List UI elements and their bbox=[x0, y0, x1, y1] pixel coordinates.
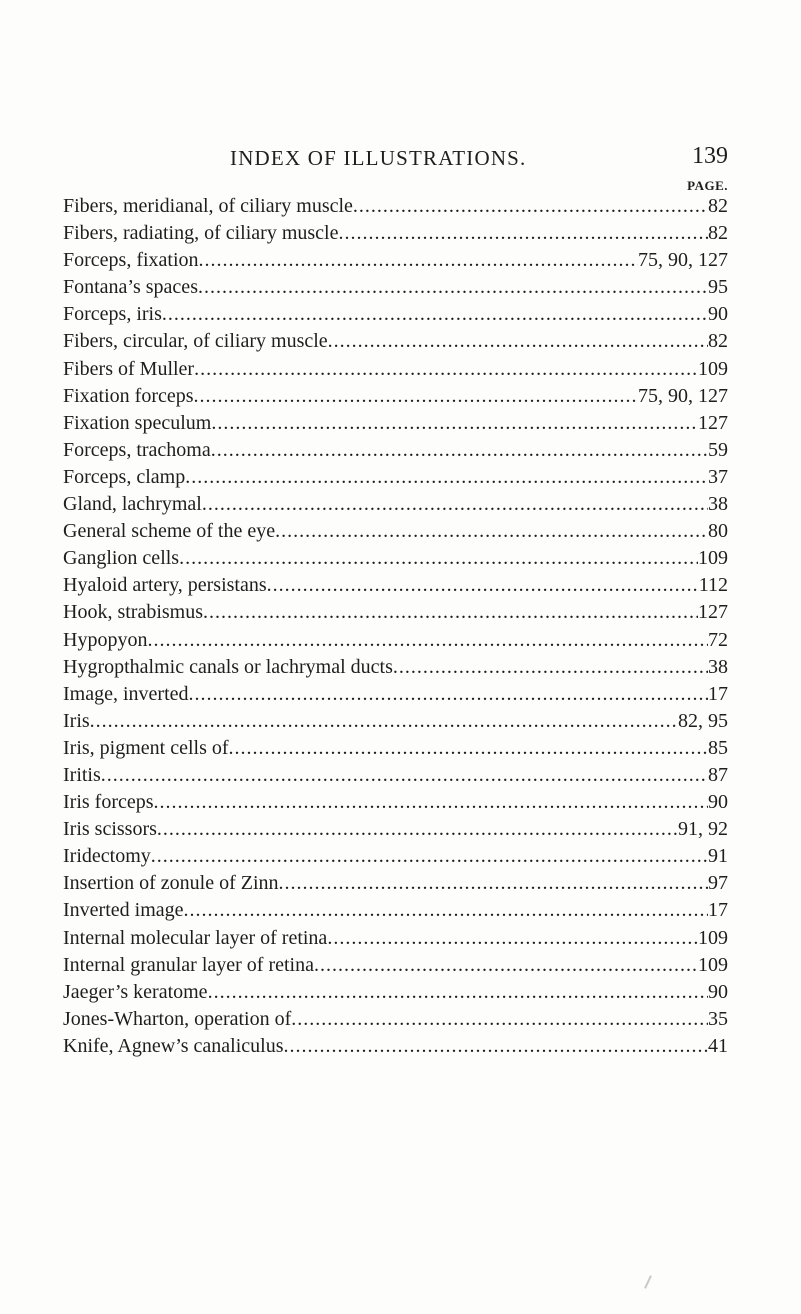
index-entry bbox=[63, 979, 728, 1006]
index-entry bbox=[63, 274, 728, 301]
index-entry-pages: 82, 95 bbox=[678, 709, 728, 732]
index-entry-term: Jones-Wharton, operation of bbox=[63, 1007, 292, 1030]
dot-leader bbox=[328, 328, 708, 355]
dot-leader bbox=[194, 356, 698, 383]
dot-leader bbox=[229, 735, 708, 762]
index-entry bbox=[63, 1006, 728, 1033]
index-entry-pages: 17 bbox=[708, 899, 728, 922]
dot-leader bbox=[284, 1033, 709, 1060]
dot-leader bbox=[147, 627, 708, 654]
index-entry-pages: 109 bbox=[698, 926, 728, 949]
index-entry bbox=[63, 410, 728, 437]
index-entry bbox=[63, 491, 728, 518]
index-entry-term: Hygropthalmic canals or lachrymal ducts bbox=[63, 655, 393, 678]
index-entry bbox=[63, 572, 728, 599]
index-entry-pages: 75, 90, 127 bbox=[638, 249, 728, 272]
index-entry-pages: 127 bbox=[698, 601, 728, 624]
index-entry-pages: 80 bbox=[708, 520, 728, 543]
index-entry-term: Image, inverted bbox=[63, 682, 189, 705]
index-entry-term: Inverted image bbox=[63, 899, 184, 922]
index-entry-term: Hypopyon bbox=[63, 628, 148, 651]
index-entry bbox=[63, 708, 728, 735]
index-entry bbox=[63, 328, 728, 355]
dot-leader bbox=[194, 383, 638, 410]
index-entry-term: Forceps, trachoma bbox=[63, 438, 211, 461]
dot-leader bbox=[314, 952, 698, 979]
dot-leader bbox=[327, 925, 698, 952]
index-entry-pages: 17 bbox=[708, 682, 728, 705]
index-entry-pages: 109 bbox=[698, 547, 728, 570]
index-entry-term: Forceps, iris bbox=[63, 303, 162, 326]
dot-leader bbox=[90, 708, 678, 735]
index-entry bbox=[63, 545, 728, 572]
page-number: 139 bbox=[692, 143, 728, 169]
index-entry-term: Fibers, meridianal, of ciliary muscle bbox=[63, 195, 353, 217]
index-entry bbox=[63, 247, 728, 274]
dot-leader bbox=[154, 789, 708, 816]
index-entry-term: Fixation forceps bbox=[63, 384, 194, 407]
index-entry bbox=[63, 897, 728, 924]
index-entry bbox=[63, 681, 728, 708]
index-entry-pages: 41 bbox=[708, 1034, 728, 1057]
index-entry-pages: 82 bbox=[708, 222, 728, 245]
dot-leader bbox=[101, 762, 708, 789]
index-entry-pages: 72 bbox=[708, 628, 728, 651]
index-entry-term: Fibers, circular, of ciliary muscle bbox=[63, 330, 328, 353]
dot-leader bbox=[151, 843, 708, 870]
index-entry bbox=[63, 193, 728, 220]
dot-leader bbox=[267, 572, 699, 599]
index-entry-term: Fixation speculum bbox=[63, 411, 212, 434]
index-entry bbox=[63, 356, 728, 383]
index-entry bbox=[63, 762, 728, 789]
index-entry-term: Forceps, clamp bbox=[63, 465, 186, 488]
index-entry-pages: 127 bbox=[698, 411, 728, 434]
dot-leader bbox=[393, 654, 708, 681]
index-entry-term: Forceps, fixation bbox=[63, 249, 199, 272]
index-entry-term: Internal granular layer of retina bbox=[63, 953, 314, 976]
index-entry-pages: 75, 90, 127 bbox=[638, 384, 728, 407]
index-entry-pages: 91 bbox=[708, 845, 728, 868]
index-entry bbox=[63, 383, 728, 410]
index-entry-list bbox=[63, 193, 728, 1060]
index-entry-pages: 87 bbox=[708, 763, 728, 786]
running-head: INDEX OF ILLUSTRATIONS. bbox=[230, 146, 527, 170]
dot-leader bbox=[279, 870, 709, 897]
stray-pencil-mark bbox=[644, 1275, 652, 1289]
index-entry bbox=[63, 437, 728, 464]
index-entry bbox=[63, 952, 728, 979]
index-entry-pages: 82 bbox=[708, 195, 728, 217]
index-entry bbox=[63, 654, 728, 681]
index-entry bbox=[63, 925, 728, 952]
index-entry-term: Iritis bbox=[63, 763, 101, 786]
index-entry-pages: 112 bbox=[698, 574, 728, 597]
dot-leader bbox=[199, 247, 638, 274]
index-entry-pages: 38 bbox=[708, 493, 728, 516]
index-entry-pages: 91, 92 bbox=[678, 818, 728, 841]
index-entry bbox=[63, 627, 728, 654]
index-entry bbox=[63, 870, 728, 897]
index-entry bbox=[63, 220, 728, 247]
page-column-label: PAGE. bbox=[687, 178, 728, 193]
dot-leader bbox=[338, 220, 708, 247]
dot-leader bbox=[275, 518, 708, 545]
index-entry bbox=[63, 464, 728, 491]
dot-leader bbox=[157, 816, 678, 843]
dot-leader bbox=[291, 1006, 708, 1033]
index-entry-term: Fibers of Muller bbox=[63, 357, 195, 380]
index-entry-pages: 59 bbox=[708, 438, 728, 461]
index-entry-term: Insertion of zonule of Zinn bbox=[63, 872, 279, 895]
index-entry-term: Hook, strabismus bbox=[63, 601, 203, 624]
dot-leader bbox=[202, 491, 708, 518]
index-entry-term: Internal molecular layer of retina bbox=[63, 926, 328, 949]
index-entry bbox=[63, 843, 728, 870]
index-entry bbox=[63, 301, 728, 328]
dot-leader bbox=[211, 410, 698, 437]
index-entry-term: Jaeger’s keratome bbox=[63, 980, 208, 1003]
index-entry-pages: 85 bbox=[708, 736, 728, 759]
dot-leader bbox=[162, 301, 708, 328]
index-entry-term: Hyaloid artery, persistans bbox=[63, 574, 267, 597]
dot-leader bbox=[185, 464, 708, 491]
dot-leader bbox=[353, 193, 708, 220]
index-entry-pages: 109 bbox=[698, 357, 728, 380]
index-entry-pages: 90 bbox=[708, 791, 728, 814]
dot-leader bbox=[189, 681, 709, 708]
index-entry-term: General scheme of the eye bbox=[63, 520, 276, 543]
index-entry bbox=[63, 599, 728, 626]
index-entry-pages: 97 bbox=[708, 872, 728, 895]
index-entry bbox=[63, 735, 728, 762]
dot-leader bbox=[211, 437, 708, 464]
index-entry-term: Iris, pigment cells of bbox=[63, 736, 229, 759]
index-entry bbox=[63, 518, 728, 545]
dot-leader bbox=[184, 897, 709, 924]
index-entry-term: Fontana’s spaces bbox=[63, 276, 198, 299]
index-entry-term: Iris scissors bbox=[63, 818, 157, 841]
index-entry-pages: 38 bbox=[708, 655, 728, 678]
index-entry-pages: 82 bbox=[708, 330, 728, 353]
index-entry bbox=[63, 789, 728, 816]
index-entry-pages: 109 bbox=[698, 953, 728, 976]
dot-leader bbox=[208, 979, 708, 1006]
dot-leader bbox=[179, 545, 698, 572]
index-entry bbox=[63, 1033, 728, 1060]
index-entry-term: Iris forceps bbox=[63, 791, 154, 814]
index-entry-pages: 90 bbox=[708, 303, 728, 326]
index-entry-pages: 95 bbox=[708, 276, 728, 299]
index-entry-pages: 37 bbox=[708, 465, 728, 488]
index-entry-pages: 35 bbox=[708, 1007, 728, 1030]
dot-leader bbox=[203, 599, 698, 626]
dot-leader bbox=[198, 274, 708, 301]
index-entry-term: Iridectomy bbox=[63, 845, 151, 868]
index-entry bbox=[63, 816, 728, 843]
index-entry-term: Iris bbox=[63, 709, 90, 732]
index-entry-term: Gland, lachrymal bbox=[63, 493, 202, 516]
index-entry-term: Knife, Agnew’s canaliculus bbox=[63, 1034, 284, 1057]
index-entry-term: Fibers, radiating, of ciliary muscle bbox=[63, 222, 339, 245]
index-entry-term: Ganglion cells bbox=[63, 547, 180, 570]
index-entry-pages: 90 bbox=[708, 980, 728, 1003]
